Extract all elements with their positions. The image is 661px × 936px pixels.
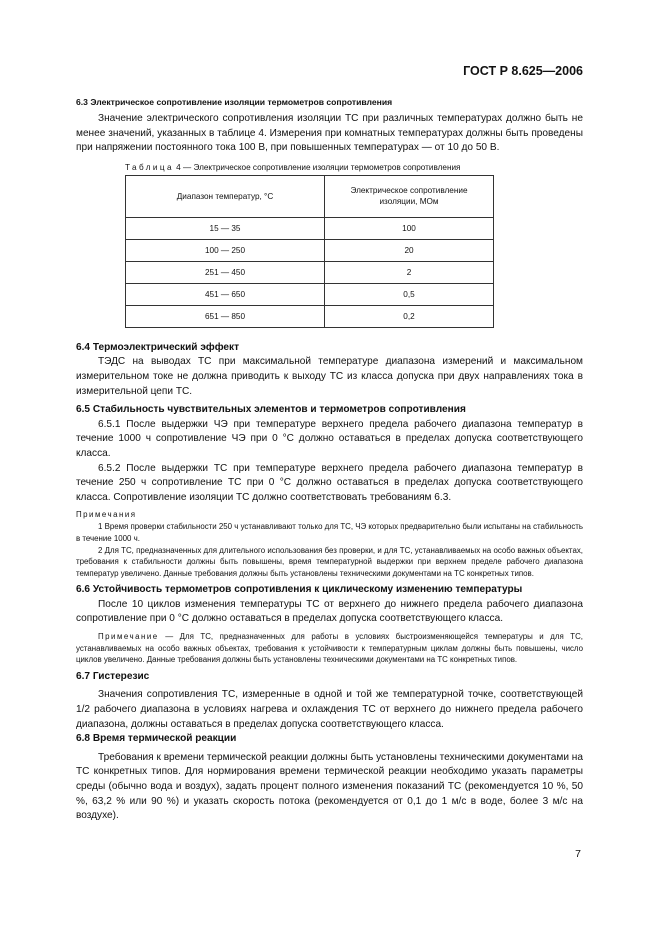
- table-cell-resistance: 2: [325, 261, 494, 283]
- spacer: [76, 328, 583, 341]
- section-6-5-2-text: 6.5.2 После выдержки ТС при температуре верхнего предела рабочего диапазона температур в течение 250 ч сопротивление ТС при 0 °С должно оставаться в пределах допуска соответствующего класса. Сопротивление изоляции ТС должно соответствовать требованиям 6.3.: [76, 462, 583, 503]
- note-2: 2 Для ТС, предназначенных для длительного использования без проверки, и для ТС, устанавливаемых на особо важных объектах, требования к стабильности должны быть повышены, время температурной выдержки при верхнем пределе рабочего диапазона температур увеличено. Данные требования должны быть установлены техническими документами на ТС конкретных типов.: [76, 545, 583, 578]
- table-4-caption: [125, 162, 485, 173]
- table-cell-resistance: 100: [325, 217, 494, 239]
- table-row: [126, 217, 494, 239]
- note-1: 1 Время проверки стабильности 250 ч устанавливают только для ТС, ЧЭ которых предварительно были испытаны на стабильность в течение 1000 ч.: [76, 522, 583, 543]
- table-row: [126, 261, 494, 283]
- page-number: 7: [575, 848, 581, 860]
- table-cell-range: 15 — 35: [126, 217, 325, 239]
- table-header-row: [126, 175, 494, 217]
- column-header-temperature-range: Диапазон температур, °С: [126, 175, 325, 217]
- table-cell-resistance: 0,5: [325, 283, 494, 305]
- note-text: — Для ТС, предназначенных для работы в условиях быстроизменяющейся температуры и для ТС, устанавливаемых на особо важных объектах, требования к устойчивости к температурным циклам должны быть повышены, число циклов увеличено. Данные требования должны быть установлены техническими документами на ТС конкретных типов.: [76, 632, 583, 665]
- section-6-5-heading: 6.5 Стабильность чувствительных элементов и термометров сопротивления: [76, 404, 466, 416]
- page-content: [76, 97, 583, 824]
- section-6-6-text: После 10 циклов изменения температуры ТС от верхнего до нижнего предела рабочего диапазона сопротивление при 0 °С должно оставаться в пределах допуска соответствующего класса.: [76, 598, 583, 625]
- section-6-7-heading: 6.7 Гистерезис: [76, 670, 150, 682]
- section-6-3-heading: 6.3 Электрическое сопротивление изоляции термометров сопротивления: [76, 97, 393, 107]
- section-6-6-heading: 6.6 Устойчивость термометров сопротивления к циклическому изменению температуры: [76, 584, 523, 596]
- table-cell-range: 451 — 650: [126, 283, 325, 305]
- document-id: ГОСТ Р 8.625—2006: [463, 64, 583, 78]
- section-6-6-note: [76, 631, 583, 666]
- table-row: [126, 305, 494, 327]
- section-6-7-text: Значения сопротивления ТС, измеренные в одной и той же температурной точке, соответствующей 1/2 рабочего диапазона в условиях нагрева и охлаждения ТС от верхнего до нижнего предела рабочего диапазона, должны оставаться в пределах допуска соответствующего класса.: [76, 689, 583, 730]
- notes-title: Примечания: [76, 510, 137, 520]
- note-label: Примечание: [98, 632, 159, 642]
- table-cell-range: 100 — 250: [126, 239, 325, 261]
- section-6-4-text: ТЭДС на выводах ТС при максимальной температуре диапазона измерений и максимальном измерительном токе не должна приводить к выходу ТС из класса допуска при двух направлениях тока в измерительной цепи ТС.: [76, 356, 583, 397]
- section-6-3-text: Значение электрического сопротивления изоляции ТС при различных температурах должно быть не менее значений, указанных в таблице 4. Измерения при комнатных температурах должны быть проведены при напряжении постоянного тока 100 В, при повышенных температурах — от 10 до 50 В.: [76, 113, 583, 154]
- insulation-resistance-table: [125, 175, 494, 328]
- table-caption-text: 4 — Электрическое сопротивление изоляции термометров сопротивления: [173, 162, 461, 172]
- table-cell-resistance: 0,2: [325, 305, 494, 327]
- column-header-insulation-resistance: Электрическое сопротивление изоляции, МОм: [325, 175, 494, 217]
- table-cell-resistance: 20: [325, 239, 494, 261]
- table-cell-range: 251 — 450: [126, 261, 325, 283]
- table-cell-range: 651 — 850: [126, 305, 325, 327]
- section-6-5-1-text: 6.5.1 После выдержки ЧЭ при температуре верхнего предела рабочего диапазона температур в течение 1000 ч сопротивление ЧЭ при 0 °С должно оставаться в пределах допуска соответствующего класса.: [76, 418, 583, 459]
- table-row: [126, 283, 494, 305]
- section-6-8-heading: 6.8 Время термической реакции: [76, 733, 237, 745]
- section-6-4-heading: 6.4 Термоэлектрический эффект: [76, 341, 240, 353]
- table-row: [126, 239, 494, 261]
- table-caption-prefix: Таблица: [125, 162, 174, 172]
- section-6-8-text: Требования к времени термической реакции должны быть установлены техническими документами на ТС конкретных типов. Для нормирования времени термической реакции необходимо указать параметры среды (обычно вода и воздух), задать процент полного изменения показаний ТС (рекомендуется 10 %, 50 %, 63,2 % или 90 %) и указать скорость потока (рекомендуется от 0,1 до 1 м/с в воде, более 3 м/с на воздухе).: [76, 751, 583, 822]
